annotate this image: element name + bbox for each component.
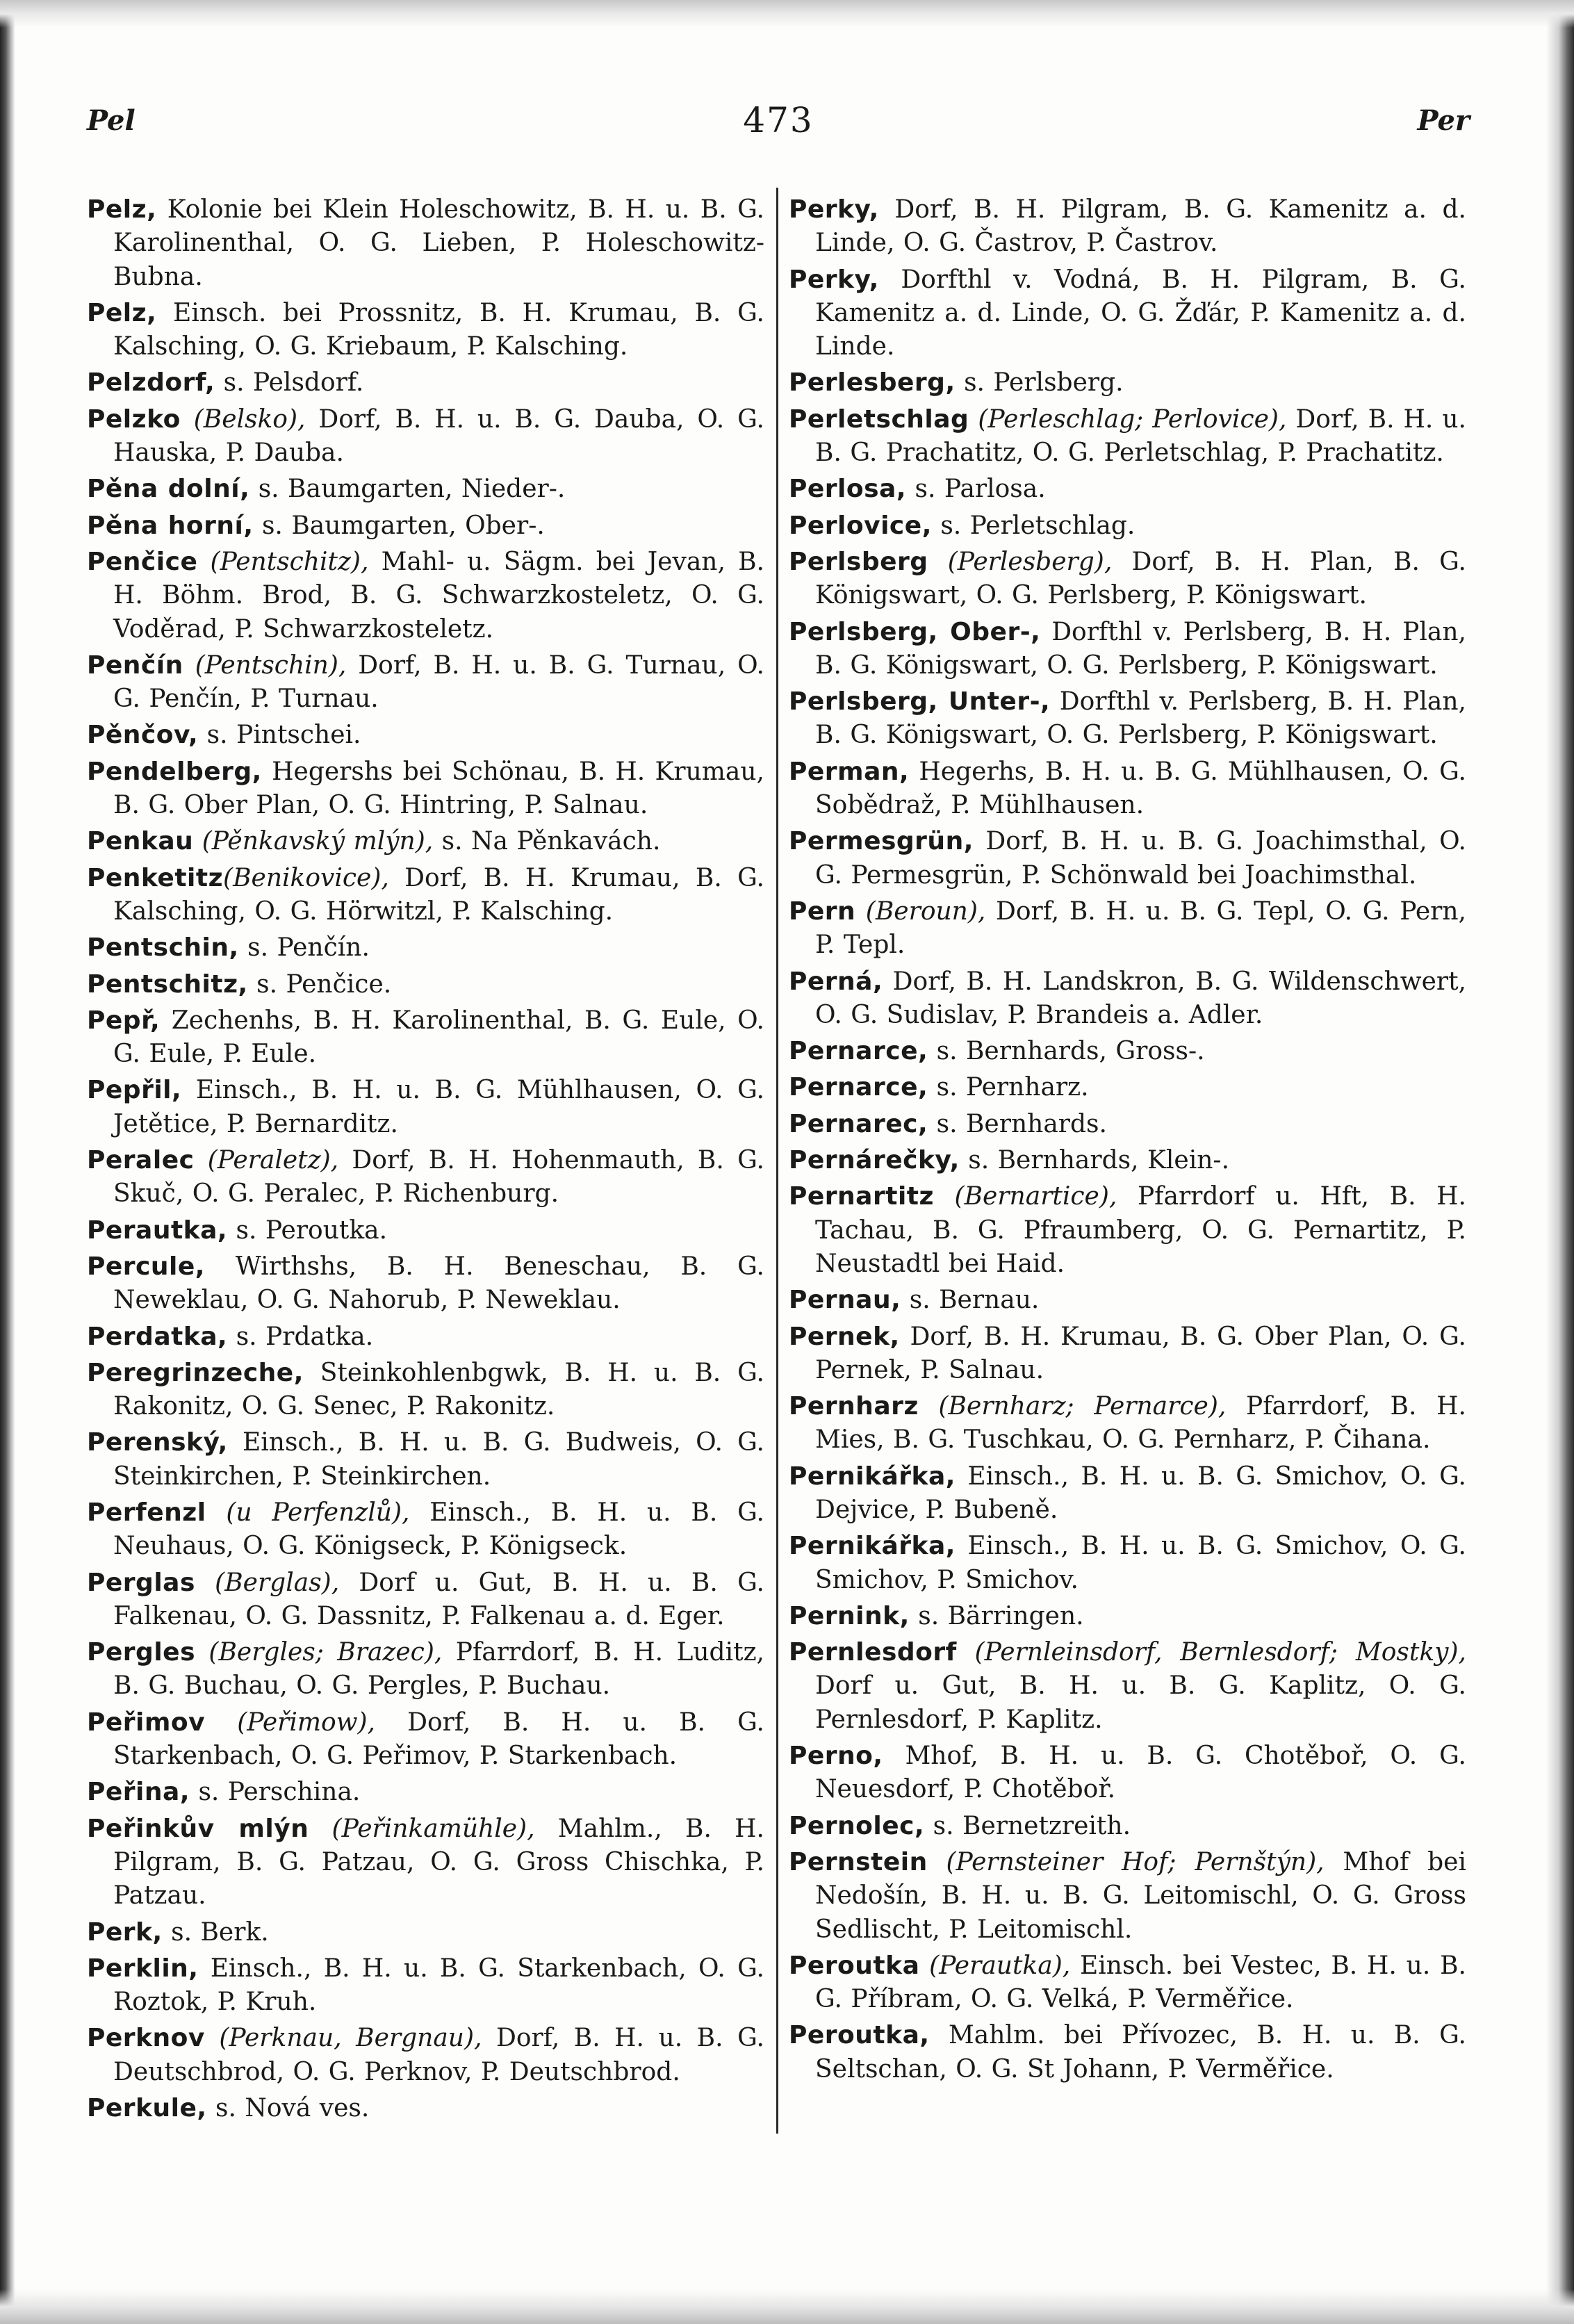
entry-headword: Pepřil, <box>87 1076 182 1105</box>
index-entry <box>789 403 1466 470</box>
entry-variant-name: (Beroun), <box>855 897 986 926</box>
entry-headword: Pernikářka, <box>789 1462 956 1491</box>
entry-variant-name: (Perlesberg), <box>928 547 1113 576</box>
entry-description: Mhof, B. H. u. B. G. Chotěboř, O. G. Neuesdorf, P. Chotěboř. <box>815 1742 1466 1804</box>
entry-headword: Pěnčov, <box>87 721 199 750</box>
entry-headword: Peroutka <box>789 1951 920 1980</box>
entry-description: Dorfthl v. Perlsberg, B. H. Plan, B. G. Königswart, O. G. Perlsberg, P. Königswart. <box>815 617 1466 680</box>
index-entry <box>789 1144 1466 1177</box>
entry-variant-name: (Peřinkamühle), <box>309 1814 535 1843</box>
entry-description: Zechenhs, B. H. Karolinenthal, B. G. Eule, O. G. Eule, P. Eule. <box>113 1006 764 1069</box>
entry-description: Einsch. bei Vestec, B. H. u. B. G. Příbram, O. G. Velká, P. Verměřice. <box>815 1951 1466 2014</box>
index-entry <box>87 825 764 858</box>
entry-headword: Pernarce, <box>789 1037 928 1066</box>
entry-variant-name: (Peřimow), <box>205 1708 375 1737</box>
entry-headword: Pernharz <box>789 1392 919 1421</box>
index-entry <box>789 546 1466 613</box>
index-entry <box>87 1250 764 1318</box>
entry-headword: Pendelberg, <box>87 757 262 786</box>
entry-description: s. Pernharz. <box>928 1073 1089 1102</box>
index-entry <box>87 755 764 823</box>
entry-headword: Pernarec, <box>789 1109 928 1138</box>
entry-description: Kolonie bei Klein Holeschowitz, B. H. u. B. G. Karolinenthal, O. G. Lieben, P. Holeschowitz-Bubna. <box>113 195 764 291</box>
entry-headword: Peregrinzeche, <box>87 1358 304 1387</box>
entry-headword: Penkau <box>87 827 194 856</box>
entry-description: Mahl- u. Sägm. bei Jevan, B. H. Böhm. Brod, B. G. Schwarzkosteletz, O. G. Voděrad, P. Schwarzkosteletz. <box>113 547 764 644</box>
entry-headword: Pernstein <box>789 1847 928 1876</box>
index-entry <box>789 1846 1466 1947</box>
entry-variant-name: (Benikovice), <box>223 863 389 892</box>
index-entry <box>789 1071 1466 1104</box>
index-entry <box>789 473 1466 506</box>
index-entry <box>87 1426 764 1494</box>
index-entry <box>87 931 764 965</box>
index-entry <box>87 2022 764 2089</box>
entry-variant-name: (Pentschin), <box>183 650 347 680</box>
index-entry <box>87 1214 764 1247</box>
entry-headword: Peroutka, <box>789 2021 930 2050</box>
index-entry <box>87 1357 764 1424</box>
index-entry <box>87 546 764 646</box>
entry-headword: Perenský, <box>87 1428 228 1457</box>
entry-description: s. Prdatka. <box>227 1322 374 1351</box>
index-entry <box>87 403 764 470</box>
index-entry <box>789 1035 1466 1068</box>
index-entry <box>789 1108 1466 1141</box>
scan-shadow-right <box>1546 0 1574 2324</box>
index-entry <box>789 263 1466 364</box>
entry-description: s. Perschina. <box>190 1778 361 1807</box>
entry-headword: Penčín <box>87 650 183 680</box>
entry-description: s. Perlsberg. <box>955 368 1124 398</box>
index-entry <box>789 366 1466 400</box>
entry-variant-name: (Pentschitz), <box>197 547 369 576</box>
entry-description: Hegerhs, B. H. u. B. G. Mühlhausen, O. G. Sobědraž, P. Mühlhausen. <box>815 757 1466 820</box>
entry-headword: Pěna horní, <box>87 511 254 540</box>
entry-description: Steinkohlenbgwk, B. H. u. B. G. Rakonitz, O. G. Senec, P. Rakonitz. <box>113 1358 764 1421</box>
index-entry <box>87 1320 764 1354</box>
index-entry <box>789 1810 1466 1843</box>
entry-headword: Perman, <box>789 757 910 786</box>
entry-variant-name: (Pernleinsdorf, Bernlesdorf; Mostky), <box>956 1638 1466 1667</box>
index-entry <box>789 509 1466 543</box>
entry-description: s. Peroutka. <box>227 1216 388 1245</box>
entry-variant-name: (Bernartice), <box>933 1182 1117 1211</box>
entry-description: Dorf, B. H. u. B. G. Turnau, O. G. Penčín, P. Turnau. <box>113 650 765 714</box>
right-column <box>789 193 1466 2089</box>
entry-description: Mahlm., B. H. Pilgram, B. G. Patzau, O. G. Gross Chischka, P. Patzau. <box>113 1814 764 1910</box>
entry-description: Dorf, B. H. u. B. G. Starkenbach, O. G. Peřimov, P. Starkenbach. <box>113 1708 764 1771</box>
entry-description: Mhof bei Nedošín, B. H. u. B. G. Leitomischl, O. G. Gross Sedlischt, P. Leitomischl. <box>815 1847 1466 1944</box>
entry-headword: Perlsberg, Unter-, <box>789 687 1051 717</box>
entry-description: Einsch., B. H. u. B. G. Budweis, O. G. Steinkirchen, P. Steinkirchen. <box>113 1428 764 1491</box>
entry-description: s. Baumgarten, Nieder-. <box>249 475 566 504</box>
index-entry <box>789 755 1466 823</box>
entry-description: Dorf, B. H. Plan, B. G. Königswart, O. G. Perlsberg, P. Königswart. <box>815 547 1466 610</box>
entry-headword: Peřinkův mlýn <box>87 1814 309 1843</box>
scan-shadow-bottom <box>0 2289 1574 2324</box>
entry-headword: Perlsberg, Ober-, <box>789 617 1041 646</box>
index-entry <box>87 719 764 752</box>
entry-headword: Pernolec, <box>789 1811 925 1840</box>
index-entry <box>87 1074 764 1141</box>
entry-headword: Peralec <box>87 1146 195 1175</box>
index-entry <box>789 1320 1466 1388</box>
entry-description: Dorf, B. H. u. B. G. Prachatitz, O. G. Perletschlag, P. Prachatitz. <box>815 404 1466 468</box>
entry-headword: Pernink, <box>789 1601 910 1630</box>
entry-headword: Pepř, <box>87 1006 161 1035</box>
entry-variant-name: (Berglas), <box>195 1568 340 1597</box>
index-entry <box>87 649 764 717</box>
index-entry <box>789 193 1466 261</box>
index-entry <box>87 297 764 364</box>
entry-description: Einsch. bei Prossnitz, B. H. Krumau, B. G. Kalsching, O. G. Kriebaum, P. Kalsching. <box>113 298 764 361</box>
entry-headword: Pernek, <box>789 1322 900 1351</box>
entry-headword: Peřimov <box>87 1708 206 1737</box>
entry-description: s. Parlosa. <box>906 475 1046 504</box>
entry-description: Dorf, B. H. u. B. G. Dauba, O. G. Hauska, P. Dauba. <box>113 404 764 468</box>
index-entry <box>87 1812 764 1913</box>
entry-description: s. Penčín. <box>238 933 370 963</box>
entry-headword: Percule, <box>87 1252 205 1281</box>
entry-description: Dorf, B. H. u. B. G. Deutschbrod, O. G. Perknov, P. Deutschbrod. <box>113 2024 764 2086</box>
entry-description: Einsch., B. H. u. B. G. Neuhaus, O. G. Königseck, P. Königseck. <box>113 1498 764 1561</box>
entry-headword: Pěna dolní, <box>87 475 250 504</box>
entry-variant-name: (Bergles; Brazec), <box>195 1638 443 1667</box>
entry-headword: Perlesberg, <box>789 368 956 398</box>
index-entry <box>87 1916 764 1949</box>
entry-description: Einsch., B. H. u. B. G. Starkenbach, O. G. Roztok, P. Kruh. <box>113 1954 764 2017</box>
entry-description: Dorf u. Gut, B. H. u. B. G. Kaplitz, O. G. Pernlesdorf, P. Kaplitz. <box>815 1671 1466 1734</box>
index-entry <box>789 1600 1466 1633</box>
entry-description: Mahlm. bei Přívozec, B. H. u. B. G. Seltschan, O. G. St Johann, P. Verměřice. <box>815 2021 1466 2084</box>
entry-description: s. Nová ves. <box>206 2094 370 2123</box>
entry-headword: Perdatka, <box>87 1322 228 1351</box>
entry-description: s. Bernhards. <box>928 1109 1107 1138</box>
entry-description: s. Penčice. <box>247 969 392 999</box>
entry-description: s. Bernetzreith. <box>924 1811 1131 1840</box>
entry-variant-name: (Perknau, Bergnau), <box>204 2024 482 2053</box>
entry-description: Dorf, B. H. Krumau, B. G. Kalsching, O. G. Hörwitzl, P. Kalsching. <box>113 863 764 926</box>
entry-headword: Perná, <box>789 967 883 996</box>
entry-variant-name: (u Perfenzlů), <box>206 1498 410 1527</box>
entry-description: Pfarrdorf u. Hft, B. H. Tachau, B. G. Pfraumberg, O. G. Pernartitz, P. Neustadtl bei Haid. <box>815 1182 1467 1278</box>
entry-description: Pfarrdorf, B. H. Mies, B. G. Tuschkau, O. G. Pernharz, P. Čihana. <box>815 1392 1466 1455</box>
entry-headword: Perfenzl <box>87 1498 206 1527</box>
column-divider <box>776 188 778 2134</box>
entry-description: s. Bärringen. <box>909 1601 1084 1630</box>
header-left-catchword: Pel <box>87 104 136 137</box>
header-right-catchword: Per <box>1417 104 1470 137</box>
index-entry <box>789 1180 1466 1281</box>
index-entry <box>87 1952 764 2020</box>
entry-description: s. Pelsdorf. <box>215 368 364 398</box>
entry-description: s. Bernhards, Klein-. <box>959 1146 1230 1175</box>
index-entry <box>87 1566 764 1634</box>
entry-headword: Pentschitz, <box>87 969 248 999</box>
entry-headword: Perlovice, <box>789 511 932 540</box>
index-entry <box>789 1740 1466 1807</box>
entry-headword: Pelzdorf, <box>87 368 215 398</box>
entry-description: Einsch., B. H. u. B. G. Mühlhausen, O. G. Jetětice, P. Bernarditz. <box>113 1076 764 1138</box>
page-header <box>87 100 1470 153</box>
entry-headword: Pentschin, <box>87 933 239 963</box>
entry-variant-name: (Peraletz), <box>194 1146 339 1175</box>
entry-headword: Perky, <box>789 195 879 224</box>
entry-description: Dorf, B. H. u. B. G. Joachimsthal, O. G. Permesgrün, P. Schönwald bei Joachimsthal. <box>815 827 1466 890</box>
entry-headword: Pernau, <box>789 1286 901 1315</box>
entry-headword: Perkule, <box>87 2094 207 2123</box>
page-number: 473 <box>743 100 814 140</box>
entry-description: Hegershs bei Schönau, B. H. Krumau, B. G. Ober Plan, O. G. Hintring, P. Salnau. <box>113 757 764 820</box>
entry-headword: Perlsberg <box>789 547 928 576</box>
entry-headword: Perky, <box>789 265 879 294</box>
index-entry <box>87 1004 764 1072</box>
entry-description: s. Na Pěnkavách. <box>433 827 661 856</box>
index-entry <box>789 2019 1466 2086</box>
entry-variant-name: (Pernsteiner Hof; Pernštýn), <box>927 1847 1325 1876</box>
entry-description: Einsch., B. H. u. B. G. Smichov, O. G. Dejvice, P. Bubeně. <box>815 1462 1466 1524</box>
index-entry <box>87 862 764 929</box>
entry-headword: Pelz, <box>87 298 157 327</box>
entry-description: Einsch., B. H. u. B. G. Smichov, O. G. Smichov, P. Smichov. <box>815 1532 1466 1594</box>
index-entry <box>789 1284 1466 1317</box>
index-entry <box>87 1706 764 1774</box>
entry-description: Dorf, B. H. Hohenmauth, B. G. Skuč, O. G. Peralec, P. Richenburg. <box>113 1146 764 1209</box>
entry-description: Pfarrdorf, B. H. Luditz, B. G. Buchau, O. G. Pergles, P. Buchau. <box>113 1638 764 1701</box>
index-entry <box>87 193 764 294</box>
index-entry <box>87 1144 764 1211</box>
entry-description: s. Perletschlag. <box>931 511 1136 540</box>
index-entry <box>87 473 764 506</box>
entry-description: s. Bernau. <box>901 1286 1040 1315</box>
entry-variant-name: (Perautka), <box>919 1951 1071 1980</box>
index-entry <box>789 1460 1466 1528</box>
entry-description: Wirthshs, B. H. Beneschau, B. G. Neweklau, O. G. Nahorub, P. Neweklau. <box>113 1252 764 1315</box>
index-entry <box>789 685 1466 753</box>
index-entry <box>87 1776 764 1809</box>
entry-description: s. Baumgarten, Ober-. <box>253 511 545 540</box>
index-entry <box>789 1949 1466 2017</box>
scan-shadow-top <box>0 0 1574 28</box>
entry-description: Dorf u. Gut, B. H. u. B. G. Falkenau, O. G. Dassnitz, P. Falkenau a. d. Eger. <box>113 1568 764 1630</box>
entry-description: Dorfthl v. Vodná, B. H. Pilgram, B. G. Kamenitz a. d. Linde, O. G. Žďár, P. Kamenitz a. d. Linde. <box>815 265 1466 361</box>
index-entry <box>789 965 1466 1033</box>
entry-headword: Peřina, <box>87 1778 190 1807</box>
index-entry <box>87 1496 764 1564</box>
index-entry <box>87 968 764 1001</box>
entry-headword: Pernartitz <box>789 1182 934 1211</box>
entry-headword: Pelzko <box>87 404 181 434</box>
index-entry <box>87 366 764 400</box>
entry-description: Dorfthl v. Perlsberg, B. H. Plan, B. G. Königswart, O. G. Perlsberg, P. Königswart. <box>815 687 1466 750</box>
entry-headword: Perknov <box>87 2024 205 2053</box>
entry-headword: Perklin, <box>87 1954 199 1983</box>
entry-description: s. Berk. <box>162 1917 269 1947</box>
entry-headword: Pelz, <box>87 195 157 224</box>
entry-headword: Pern <box>789 897 856 926</box>
entry-headword: Perletschlag <box>789 404 969 434</box>
entry-variant-name: (Pěnkavský mlýn), <box>193 827 434 856</box>
entry-headword: Permesgrün, <box>789 827 974 856</box>
entry-headword: Pernlesdorf <box>789 1638 957 1667</box>
entry-headword: Perlosa, <box>789 475 907 504</box>
entry-description: Dorf, B. H. Pilgram, B. G. Kamenitz a. d. Linde, O. G. Častrov, P. Častrov. <box>815 195 1466 258</box>
entry-headword: Penčice <box>87 547 198 576</box>
index-entry <box>789 616 1466 683</box>
entry-description: s. Pintschei. <box>198 721 361 750</box>
entry-headword: Pergles <box>87 1638 196 1667</box>
index-entry <box>789 1636 1466 1737</box>
entry-headword: Perk, <box>87 1917 163 1947</box>
index-entry <box>789 825 1466 892</box>
left-column <box>87 193 764 2128</box>
entry-variant-name: (Bernharz; Pernarce), <box>918 1392 1227 1421</box>
entry-description: Dorf, B. H. u. B. G. Tepl, O. G. Pern, P. Tepl. <box>815 897 1466 960</box>
entry-description: Dorf, B. H. Krumau, B. G. Ober Plan, O. G. Pernek, P. Salnau. <box>815 1322 1466 1384</box>
entry-headword: Pernarce, <box>789 1073 928 1102</box>
entry-description: s. Bernhards, Gross-. <box>928 1037 1205 1066</box>
index-entry <box>789 1390 1466 1457</box>
entry-headword: Pernikářka, <box>789 1532 956 1561</box>
entry-variant-name: (Perleschlag; Perlovice), <box>969 404 1287 434</box>
entry-headword: Perglas <box>87 1568 195 1597</box>
scan-shadow-left <box>0 0 15 2324</box>
index-entry <box>789 895 1466 963</box>
entry-headword: Perno, <box>789 1742 883 1771</box>
entry-description: Dorf, B. H. Landskron, B. G. Wildenschwert, O. G. Sudislav, P. Brandeis a. Adler. <box>815 967 1466 1029</box>
index-entry <box>87 1636 764 1703</box>
entry-variant-name: (Belsko), <box>180 404 306 434</box>
entry-headword: Penketitz <box>87 863 224 892</box>
index-entry <box>789 1530 1466 1597</box>
entry-headword: Pernárečky, <box>789 1146 960 1175</box>
index-entry <box>87 509 764 543</box>
index-entry <box>87 2092 764 2125</box>
entry-headword: Perautka, <box>87 1216 228 1245</box>
